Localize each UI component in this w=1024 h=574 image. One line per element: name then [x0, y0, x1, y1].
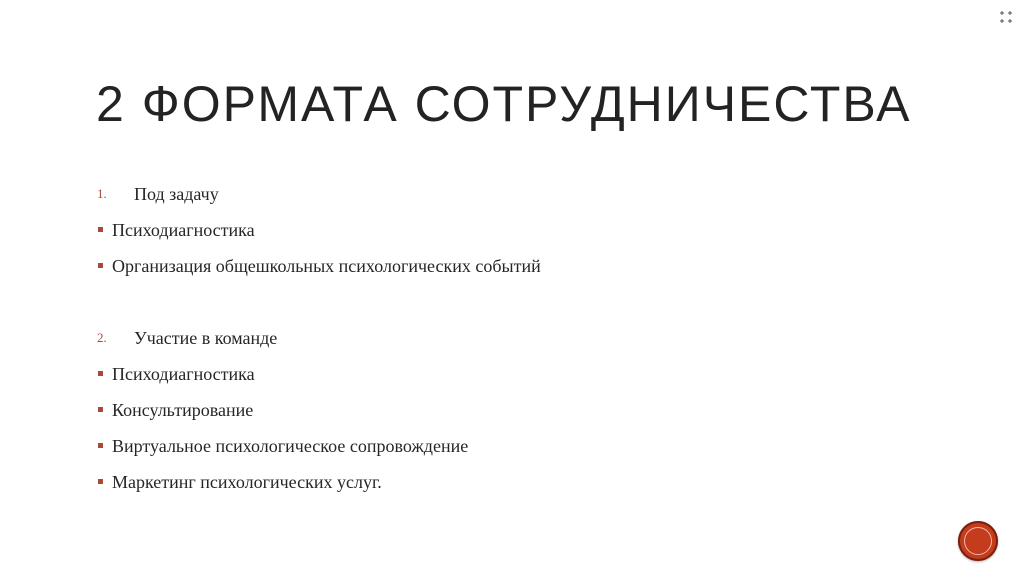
- section-heading: Под задачу: [134, 184, 219, 204]
- bullet-icon: [98, 479, 103, 484]
- bullet-item: [97, 212, 897, 248]
- section-gap: [97, 284, 897, 320]
- slide-number-badge[interactable]: [958, 521, 998, 561]
- item-number: 2.: [97, 330, 107, 345]
- section-heading: Участие в команде: [134, 328, 278, 348]
- bullet-item: [97, 464, 897, 500]
- corner-marks-icon: [1000, 10, 1014, 24]
- bullet-text: Психодиагностика: [112, 220, 255, 240]
- numbered-item: [97, 320, 897, 356]
- badge-ring-icon: [964, 527, 992, 555]
- bullet-item: [97, 428, 897, 464]
- bullet-text: Виртуальное психологическое сопровождение: [112, 436, 469, 456]
- bullet-item: [97, 248, 897, 284]
- bullet-icon: [98, 371, 103, 376]
- slide-content: [97, 176, 897, 500]
- bullet-icon: [98, 227, 103, 232]
- bullet-item: [97, 392, 897, 428]
- bullet-text: Маркетинг психологических услуг.: [112, 472, 382, 492]
- bullet-icon: [98, 263, 103, 268]
- item-number: 1.: [97, 186, 107, 201]
- bullet-text: Организация общешкольных психологических событий: [112, 256, 541, 276]
- bullet-text: Консультирование: [112, 400, 254, 420]
- slide-title: 2 ФОРМАТА СОТРУДНИЧЕСТВА: [96, 76, 912, 132]
- bullet-icon: [98, 407, 103, 412]
- bullet-icon: [98, 443, 103, 448]
- bullet-text: Психодиагностика: [112, 364, 255, 384]
- bullet-item: [97, 356, 897, 392]
- numbered-item: [97, 176, 897, 212]
